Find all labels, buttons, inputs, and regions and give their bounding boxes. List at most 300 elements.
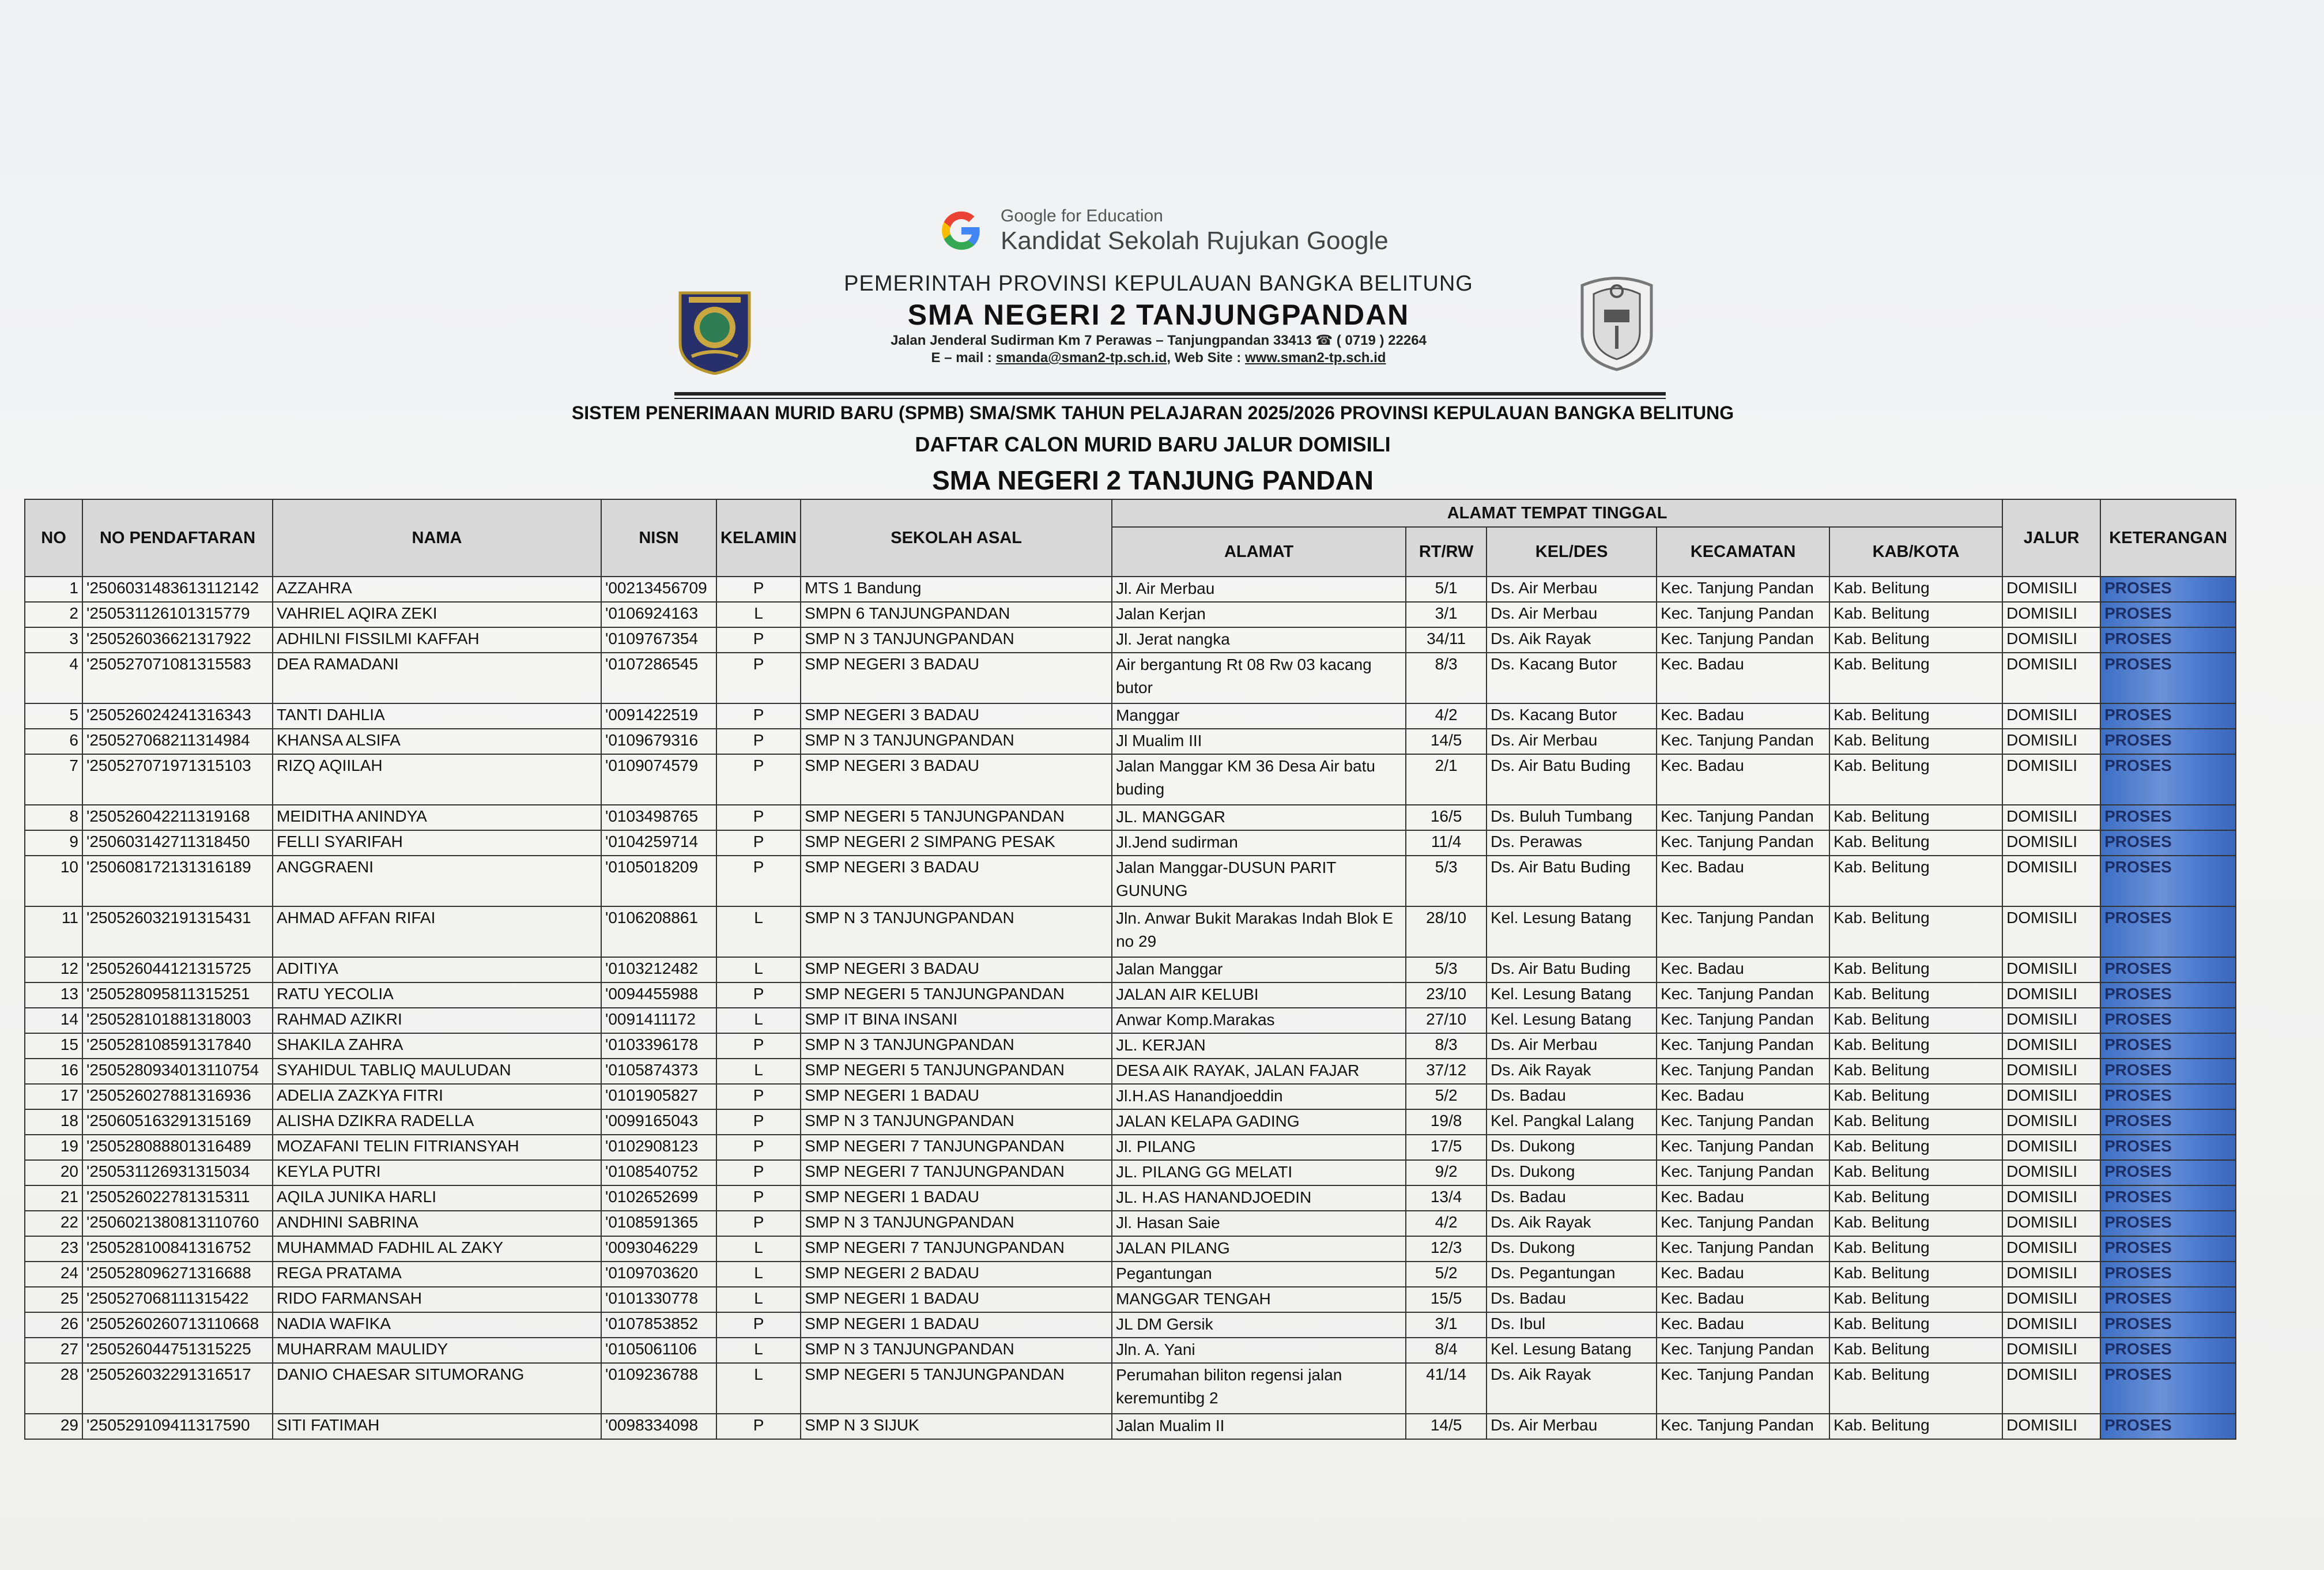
table-row bbox=[25, 653, 2236, 703]
cell-kecamatan: Kec. Badau bbox=[1657, 957, 1829, 982]
cell-rt-rw: 5/3 bbox=[1406, 957, 1487, 982]
cell-keterangan: PROSES bbox=[2100, 1287, 2236, 1312]
cell-kecamatan: Kec. Tanjung Pandan bbox=[1657, 1160, 1829, 1185]
cell-kel-des: Ds. Air Batu Buding bbox=[1487, 957, 1657, 982]
cell-kab-kota: Kab. Belitung bbox=[1829, 1312, 2002, 1338]
cell-kab-kota: Kab. Belitung bbox=[1829, 856, 2002, 906]
cell-keterangan: PROSES bbox=[2100, 1033, 2236, 1059]
cell-kel-des: Kel. Pangkal Lalang bbox=[1487, 1109, 1657, 1135]
google-education-badge bbox=[940, 205, 1389, 257]
cell-alamat: JALAN KELAPA GADING bbox=[1112, 1109, 1406, 1135]
table-row bbox=[25, 1211, 2236, 1236]
cell-keterangan: PROSES bbox=[2100, 805, 2236, 830]
cell-sekolah-asal: SMP N 3 TANJUNGPANDAN bbox=[801, 627, 1112, 653]
cell-rt-rw: 16/5 bbox=[1406, 805, 1487, 830]
header-kecamatan: KECAMATAN bbox=[1657, 527, 1829, 577]
cell-kelamin: P bbox=[716, 805, 801, 830]
website-label: , Web Site : bbox=[1167, 350, 1242, 366]
cell-no-pendaftaran: '250526022781315311 bbox=[82, 1185, 273, 1211]
cell-no-pendaftaran: '250531126101315779 bbox=[82, 602, 273, 627]
cell-nama: ADITIYA bbox=[273, 957, 601, 982]
cell-kecamatan: Kec. Tanjung Pandan bbox=[1657, 1414, 1829, 1439]
cell-kelamin: P bbox=[716, 1033, 801, 1059]
table-row bbox=[25, 1287, 2236, 1312]
cell-rt-rw: 14/5 bbox=[1406, 1414, 1487, 1439]
cell-sekolah-asal: SMP NEGERI 3 BADAU bbox=[801, 653, 1112, 703]
cell-keterangan: PROSES bbox=[2100, 1363, 2236, 1414]
cell-keterangan: PROSES bbox=[2100, 982, 2236, 1008]
cell-kecamatan: Kec. Badau bbox=[1657, 1185, 1829, 1211]
cell-no: 29 bbox=[25, 1414, 82, 1439]
table-row bbox=[25, 729, 2236, 754]
cell-kel-des: Ds. Kacang Butor bbox=[1487, 653, 1657, 703]
table-row bbox=[25, 1312, 2236, 1338]
cell-no-pendaftaran: '250602138081311076​0 bbox=[82, 1211, 273, 1236]
table-row bbox=[25, 1135, 2236, 1160]
cell-kel-des: Ds. Air Merbau bbox=[1487, 577, 1657, 602]
cell-nama: DANIO CHAESAR SITUMORANG bbox=[273, 1363, 601, 1414]
cell-kelamin: L bbox=[716, 1338, 801, 1363]
cell-no-pendaftaran: '250528095811315251 bbox=[82, 982, 273, 1008]
table-row bbox=[25, 602, 2236, 627]
cell-no-pendaftaran: '250603148361311214​2 bbox=[82, 577, 273, 602]
cell-alamat: Jalan Mualim II bbox=[1112, 1414, 1406, 1439]
cell-kab-kota: Kab. Belitung bbox=[1829, 1185, 2002, 1211]
table-row bbox=[25, 1185, 2236, 1211]
cell-kel-des: Ds. Badau bbox=[1487, 1084, 1657, 1109]
cell-nisn: '0091411172 bbox=[601, 1008, 716, 1033]
table-row bbox=[25, 805, 2236, 830]
cell-no-pendaftaran: '250527071081315583 bbox=[82, 653, 273, 703]
cell-alamat: JL. PILANG GG MELATI bbox=[1112, 1160, 1406, 1185]
letterhead-divider bbox=[674, 392, 1666, 399]
cell-no: 15 bbox=[25, 1033, 82, 1059]
email-label: E – mail : bbox=[931, 350, 992, 366]
cell-kecamatan: Kec. Badau bbox=[1657, 1084, 1829, 1109]
cell-kab-kota: Kab. Belitung bbox=[1829, 1059, 2002, 1084]
cell-alamat: Jl. Air Merbau bbox=[1112, 577, 1406, 602]
cell-no: 14 bbox=[25, 1008, 82, 1033]
cell-kecamatan: Kec. Tanjung Pandan bbox=[1657, 1033, 1829, 1059]
cell-nisn: '0104259714 bbox=[601, 830, 716, 856]
cell-kab-kota: Kab. Belitung bbox=[1829, 1135, 2002, 1160]
cell-no: 18 bbox=[25, 1109, 82, 1135]
cell-nama: SHAKILA ZAHRA bbox=[273, 1033, 601, 1059]
cell-no: 3 bbox=[25, 627, 82, 653]
google-candidate-label: Kandidat Sekolah Rujukan Google bbox=[1001, 227, 1389, 255]
table-row bbox=[25, 856, 2236, 906]
cell-rt-rw: 9/2 bbox=[1406, 1160, 1487, 1185]
header-kab-kota: KAB/KOTA bbox=[1829, 527, 2002, 577]
cell-kelamin: L bbox=[716, 1236, 801, 1262]
cell-nisn: '0105061106 bbox=[601, 1338, 716, 1363]
cell-kecamatan: Kec. Tanjung Pandan bbox=[1657, 906, 1829, 957]
cell-kelamin: L bbox=[716, 957, 801, 982]
cell-kel-des: Kel. Lesung Batang bbox=[1487, 1008, 1657, 1033]
cell-kel-des: Ds. Dukong bbox=[1487, 1135, 1657, 1160]
cell-kab-kota: Kab. Belitung bbox=[1829, 1262, 2002, 1287]
table-row bbox=[25, 1033, 2236, 1059]
cell-alamat: Anwar Komp.Marakas bbox=[1112, 1008, 1406, 1033]
cell-nisn: '0107286545 bbox=[601, 653, 716, 703]
header-alamat: ALAMAT bbox=[1112, 527, 1406, 577]
cell-no: 17 bbox=[25, 1084, 82, 1109]
cell-keterangan: PROSES bbox=[2100, 653, 2236, 703]
cell-jalur: DOMISILI bbox=[2002, 1135, 2100, 1160]
cell-kel-des: Ds. Buluh Tumbang bbox=[1487, 805, 1657, 830]
cell-nama: ADELIA ZAZKYA FITRI bbox=[273, 1084, 601, 1109]
cell-alamat: JL. MANGGAR bbox=[1112, 805, 1406, 830]
school-name: SMA NEGERI 2 TANJUNGPANDAN bbox=[907, 299, 1410, 331]
cell-rt-rw: 15/5 bbox=[1406, 1287, 1487, 1312]
cell-nisn: '0102908123 bbox=[601, 1135, 716, 1160]
cell-no-pendaftaran: '250608172131316189 bbox=[82, 856, 273, 906]
cell-nisn: '0103498765 bbox=[601, 805, 716, 830]
table-row bbox=[25, 1363, 2236, 1414]
cell-sekolah-asal: SMP N 3 TANJUNGPANDAN bbox=[801, 1033, 1112, 1059]
cell-no-pendaftaran: '250529109411317590 bbox=[82, 1414, 273, 1439]
cell-kab-kota: Kab. Belitung bbox=[1829, 1160, 2002, 1185]
cell-kab-kota: Kab. Belitung bbox=[1829, 1236, 2002, 1262]
cell-keterangan: PROSES bbox=[2100, 1084, 2236, 1109]
cell-no-pendaftaran: '250528100841316752 bbox=[82, 1236, 273, 1262]
cell-no-pendaftaran: '250528108591317840 bbox=[82, 1033, 273, 1059]
cell-nama: MUHARRAM MAULIDY bbox=[273, 1338, 601, 1363]
cell-no: 9 bbox=[25, 830, 82, 856]
cell-kecamatan: Kec. Badau bbox=[1657, 754, 1829, 805]
cell-rt-rw: 41/14 bbox=[1406, 1363, 1487, 1414]
cell-jalur: DOMISILI bbox=[2002, 805, 2100, 830]
cell-jalur: DOMISILI bbox=[2002, 1363, 2100, 1414]
cell-kelamin: P bbox=[716, 1185, 801, 1211]
header-no: NO bbox=[25, 499, 82, 577]
cell-no-pendaftaran: '250526027881316936 bbox=[82, 1084, 273, 1109]
cell-keterangan: PROSES bbox=[2100, 1312, 2236, 1338]
cell-nisn: '0109767354 bbox=[601, 627, 716, 653]
table-row bbox=[25, 982, 2236, 1008]
cell-jalur: DOMISILI bbox=[2002, 856, 2100, 906]
cell-kelamin: L bbox=[716, 1363, 801, 1414]
cell-keterangan: PROSES bbox=[2100, 1059, 2236, 1084]
cell-alamat: DESA AIK RAYAK, JALAN FAJAR bbox=[1112, 1059, 1406, 1084]
cell-alamat: Air bergantung Rt 08 Rw 03 kacang butor bbox=[1112, 653, 1406, 703]
cell-sekolah-asal: SMP NEGERI 2 SIMPANG PESAK bbox=[801, 830, 1112, 856]
cell-no-pendaftaran: '250526044121315725 bbox=[82, 957, 273, 982]
cell-nama: DEA RAMADANI bbox=[273, 653, 601, 703]
cell-nisn: '0093046229 bbox=[601, 1236, 716, 1262]
cell-nisn: '0103396178 bbox=[601, 1033, 716, 1059]
cell-jalur: DOMISILI bbox=[2002, 602, 2100, 627]
cell-kab-kota: Kab. Belitung bbox=[1829, 1008, 2002, 1033]
cell-sekolah-asal: SMP NEGERI 1 BADAU bbox=[801, 1287, 1112, 1312]
cell-nisn: '0101905827 bbox=[601, 1084, 716, 1109]
cell-kelamin: P bbox=[716, 1414, 801, 1439]
cell-kecamatan: Kec. Tanjung Pandan bbox=[1657, 1363, 1829, 1414]
cell-no: 2 bbox=[25, 602, 82, 627]
cell-alamat: JL. H.AS HANANDJOEDIN bbox=[1112, 1185, 1406, 1211]
cell-kel-des: Ds. Badau bbox=[1487, 1287, 1657, 1312]
cell-keterangan: PROSES bbox=[2100, 602, 2236, 627]
cell-rt-rw: 3/1 bbox=[1406, 602, 1487, 627]
cell-jalur: DOMISILI bbox=[2002, 1211, 2100, 1236]
cell-alamat: JL DM Gersik bbox=[1112, 1312, 1406, 1338]
cell-no: 10 bbox=[25, 856, 82, 906]
cell-no: 4 bbox=[25, 653, 82, 703]
cell-sekolah-asal: SMP NEGERI 2 BADAU bbox=[801, 1262, 1112, 1287]
cell-jalur: DOMISILI bbox=[2002, 1262, 2100, 1287]
cell-jalur: DOMISILI bbox=[2002, 1084, 2100, 1109]
doc-title-school: SMA NEGERI 2 TANJUNG PANDAN bbox=[932, 465, 1374, 495]
cell-nama: MEIDITHA ANINDYA bbox=[273, 805, 601, 830]
cell-nama: REGA PRATAMA bbox=[273, 1262, 601, 1287]
table-row bbox=[25, 906, 2236, 957]
cell-rt-rw: 3/1 bbox=[1406, 1312, 1487, 1338]
cell-no: 5 bbox=[25, 703, 82, 729]
cell-rt-rw: 34/11 bbox=[1406, 627, 1487, 653]
table-row bbox=[25, 1160, 2236, 1185]
cell-sekolah-asal: SMP NEGERI 5 TANJUNGPANDAN bbox=[801, 1363, 1112, 1414]
cell-keterangan: PROSES bbox=[2100, 1185, 2236, 1211]
cell-jalur: DOMISILI bbox=[2002, 830, 2100, 856]
cell-jalur: DOMISILI bbox=[2002, 1185, 2100, 1211]
cell-nama: VAHRIEL AQIRA ZEKI bbox=[273, 602, 601, 627]
cell-kab-kota: Kab. Belitung bbox=[1829, 1211, 2002, 1236]
cell-alamat: Jl.Jend sudirman bbox=[1112, 830, 1406, 856]
cell-kel-des: Ds. Kacang Butor bbox=[1487, 703, 1657, 729]
cell-no-pendaftaran: '250528096271316688 bbox=[82, 1262, 273, 1287]
cell-kecamatan: Kec. Tanjung Pandan bbox=[1657, 982, 1829, 1008]
cell-nama: SITI FATIMAH bbox=[273, 1414, 601, 1439]
cell-keterangan: PROSES bbox=[2100, 627, 2236, 653]
cell-nama: AQILA JUNIKA HARLI bbox=[273, 1185, 601, 1211]
cell-no-pendaftaran: '250528101881318003 bbox=[82, 1008, 273, 1033]
cell-nisn: '0106208861 bbox=[601, 906, 716, 957]
cell-kelamin: P bbox=[716, 1109, 801, 1135]
cell-rt-rw: 5/3 bbox=[1406, 856, 1487, 906]
cell-kel-des: Kel. Lesung Batang bbox=[1487, 906, 1657, 957]
cell-sekolah-asal: SMP N 3 TANJUNGPANDAN bbox=[801, 1211, 1112, 1236]
cell-alamat: Pegantungan bbox=[1112, 1262, 1406, 1287]
cell-no: 8 bbox=[25, 805, 82, 830]
cell-kecamatan: Kec. Badau bbox=[1657, 1287, 1829, 1312]
cell-no-pendaftaran: '250528093401311075​4 bbox=[82, 1059, 273, 1084]
cell-kecamatan: Kec. Badau bbox=[1657, 1312, 1829, 1338]
cell-kel-des: Ds. Air Batu Buding bbox=[1487, 856, 1657, 906]
table-row bbox=[25, 1338, 2236, 1363]
cell-kelamin: L bbox=[716, 1008, 801, 1033]
cell-sekolah-asal: SMP N 3 TANJUNGPANDAN bbox=[801, 1338, 1112, 1363]
cell-kab-kota: Kab. Belitung bbox=[1829, 602, 2002, 627]
cell-kel-des: Ds. Aik Rayak bbox=[1487, 1211, 1657, 1236]
cell-no: 21 bbox=[25, 1185, 82, 1211]
cell-no-pendaftaran: '250526026071311066​8 bbox=[82, 1312, 273, 1338]
cell-kelamin: L bbox=[716, 906, 801, 957]
cell-kab-kota: Kab. Belitung bbox=[1829, 627, 2002, 653]
cell-nama: RATU YECOLIA bbox=[273, 982, 601, 1008]
cell-kel-des: Ds. Aik Rayak bbox=[1487, 1059, 1657, 1084]
cell-nisn: '0098334098 bbox=[601, 1414, 716, 1439]
cell-kecamatan: Kec. Tanjung Pandan bbox=[1657, 577, 1829, 602]
cell-nama: ANDHINI SABRINA bbox=[273, 1211, 601, 1236]
header-kel-des: KEL/DES bbox=[1487, 527, 1657, 577]
website-link[interactable]: www.sman2-tp.sch.id bbox=[1244, 350, 1386, 366]
cell-nisn: '0109236788 bbox=[601, 1363, 716, 1414]
cell-jalur: DOMISILI bbox=[2002, 754, 2100, 805]
cell-kecamatan: Kec. Badau bbox=[1657, 856, 1829, 906]
cell-no: 13 bbox=[25, 982, 82, 1008]
cell-no: 12 bbox=[25, 957, 82, 982]
cell-nisn: '0108540752 bbox=[601, 1160, 716, 1185]
cell-kab-kota: Kab. Belitung bbox=[1829, 982, 2002, 1008]
cell-kel-des: Ds. Aik Rayak bbox=[1487, 1363, 1657, 1414]
cell-nama: MUHAMMAD FADHIL AL ZAKY bbox=[273, 1236, 601, 1262]
cell-no-pendaftaran: '250526032291316517 bbox=[82, 1363, 273, 1414]
cell-jalur: DOMISILI bbox=[2002, 957, 2100, 982]
cell-kab-kota: Kab. Belitung bbox=[1829, 957, 2002, 982]
table-row bbox=[25, 1059, 2236, 1084]
cell-kab-kota: Kab. Belitung bbox=[1829, 1084, 2002, 1109]
cell-sekolah-asal: SMP N 3 TANJUNGPANDAN bbox=[801, 1109, 1112, 1135]
cell-no: 24 bbox=[25, 1262, 82, 1287]
cell-keterangan: PROSES bbox=[2100, 754, 2236, 805]
cell-nisn: '0103212482 bbox=[601, 957, 716, 982]
cell-kelamin: P bbox=[716, 1211, 801, 1236]
cell-nama: TANTI DAHLIA bbox=[273, 703, 601, 729]
cell-kelamin: P bbox=[716, 754, 801, 805]
cell-jalur: DOMISILI bbox=[2002, 1008, 2100, 1033]
cell-jalur: DOMISILI bbox=[2002, 1033, 2100, 1059]
cell-keterangan: PROSES bbox=[2100, 1135, 2236, 1160]
cell-nisn: '0105018209 bbox=[601, 856, 716, 906]
cell-kab-kota: Kab. Belitung bbox=[1829, 653, 2002, 703]
cell-alamat: Jln. Anwar Bukit Marakas Indah Blok E no 29 bbox=[1112, 906, 1406, 957]
cell-rt-rw: 2/1 bbox=[1406, 754, 1487, 805]
cell-kecamatan: Kec. Tanjung Pandan bbox=[1657, 830, 1829, 856]
cell-jalur: DOMISILI bbox=[2002, 729, 2100, 754]
header-keterangan: KETERANGAN bbox=[2100, 499, 2236, 577]
cell-kecamatan: Kec. Tanjung Pandan bbox=[1657, 1059, 1829, 1084]
cell-nama: RIZQ AQIILAH bbox=[273, 754, 601, 805]
cell-no: 11 bbox=[25, 906, 82, 957]
cell-kel-des: Ds. Aik Rayak bbox=[1487, 627, 1657, 653]
cell-kab-kota: Kab. Belitung bbox=[1829, 754, 2002, 805]
cell-nama: AHMAD AFFAN RIFAI bbox=[273, 906, 601, 957]
header-rt-rw: RT/RW bbox=[1406, 527, 1487, 577]
cell-no-pendaftaran: '250603142711318450 bbox=[82, 830, 273, 856]
cell-kecamatan: Kec. Tanjung Pandan bbox=[1657, 729, 1829, 754]
cell-rt-rw: 5/2 bbox=[1406, 1262, 1487, 1287]
cell-no: 7 bbox=[25, 754, 82, 805]
cell-kecamatan: Kec. Tanjung Pandan bbox=[1657, 602, 1829, 627]
cell-kab-kota: Kab. Belitung bbox=[1829, 577, 2002, 602]
cell-kelamin: P bbox=[716, 830, 801, 856]
cell-alamat: Jl Mualim III bbox=[1112, 729, 1406, 754]
table-row bbox=[25, 1414, 2236, 1439]
table-row bbox=[25, 754, 2236, 805]
cell-kelamin: P bbox=[716, 1160, 801, 1185]
cell-kecamatan: Kec. Tanjung Pandan bbox=[1657, 1211, 1829, 1236]
cell-rt-rw: 12/3 bbox=[1406, 1236, 1487, 1262]
cell-sekolah-asal: SMP NEGERI 1 BADAU bbox=[801, 1185, 1112, 1211]
header-sekolah-asal: SEKOLAH ASAL bbox=[801, 499, 1112, 577]
school-contacts bbox=[749, 349, 1568, 367]
cell-kab-kota: Kab. Belitung bbox=[1829, 830, 2002, 856]
cell-kecamatan: Kec. Badau bbox=[1657, 703, 1829, 729]
cell-kecamatan: Kec. Tanjung Pandan bbox=[1657, 1109, 1829, 1135]
cell-kecamatan: Kec. Tanjung Pandan bbox=[1657, 1338, 1829, 1363]
cell-sekolah-asal: SMP NEGERI 1 BADAU bbox=[801, 1312, 1112, 1338]
cell-rt-rw: 19/8 bbox=[1406, 1109, 1487, 1135]
cell-sekolah-asal: SMPN 6 TANJUNGPANDAN bbox=[801, 602, 1112, 627]
cell-no: 22 bbox=[25, 1211, 82, 1236]
letterhead bbox=[749, 270, 1568, 367]
cell-rt-rw: 5/2 bbox=[1406, 1084, 1487, 1109]
cell-keterangan: PROSES bbox=[2100, 1008, 2236, 1033]
cell-kab-kota: Kab. Belitung bbox=[1829, 1338, 2002, 1363]
cell-jalur: DOMISILI bbox=[2002, 1312, 2100, 1338]
candidate-table bbox=[24, 499, 2236, 1440]
cell-jalur: DOMISILI bbox=[2002, 1338, 2100, 1363]
cell-rt-rw: 23/10 bbox=[1406, 982, 1487, 1008]
cell-keterangan: PROSES bbox=[2100, 830, 2236, 856]
cell-alamat: Jalan Kerjan bbox=[1112, 602, 1406, 627]
cell-no-pendaftaran: '250526036621317922 bbox=[82, 627, 273, 653]
cell-rt-rw: 37/12 bbox=[1406, 1059, 1487, 1084]
cell-nisn: '0108591365 bbox=[601, 1211, 716, 1236]
cell-no: 20 bbox=[25, 1160, 82, 1185]
cell-nama: SYAHIDUL TABLIQ MAULUDAN bbox=[273, 1059, 601, 1084]
cell-keterangan: PROSES bbox=[2100, 856, 2236, 906]
header-jalur: JALUR bbox=[2002, 499, 2100, 577]
cell-no-pendaftaran: '250528088801316489 bbox=[82, 1135, 273, 1160]
cell-kel-des: Ds. Dukong bbox=[1487, 1160, 1657, 1185]
cell-sekolah-asal: SMP NEGERI 7 TANJUNGPANDAN bbox=[801, 1236, 1112, 1262]
cell-keterangan: PROSES bbox=[2100, 957, 2236, 982]
cell-nama: MOZAFANI TELIN FITRIANSYAH bbox=[273, 1135, 601, 1160]
table-row bbox=[25, 703, 2236, 729]
cell-nisn: '0101330778 bbox=[601, 1287, 716, 1312]
cell-nama: ANGGRAENI bbox=[273, 856, 601, 906]
google-program-label: Google for Education bbox=[1001, 206, 1163, 225]
cell-alamat: Jln. A. Yani bbox=[1112, 1338, 1406, 1363]
table-row bbox=[25, 1084, 2236, 1109]
cell-kel-des: Ds. Perawas bbox=[1487, 830, 1657, 856]
cell-no-pendaftaran: '250605163291315169 bbox=[82, 1109, 273, 1135]
cell-no: 28 bbox=[25, 1363, 82, 1414]
cell-kelamin: P bbox=[716, 627, 801, 653]
cell-alamat: Jalan Manggar bbox=[1112, 957, 1406, 982]
table-row bbox=[25, 957, 2236, 982]
cell-keterangan: PROSES bbox=[2100, 1160, 2236, 1185]
cell-no-pendaftaran: '250531126931315034 bbox=[82, 1160, 273, 1185]
cell-nisn: '0099165043 bbox=[601, 1109, 716, 1135]
cell-kelamin: P bbox=[716, 703, 801, 729]
government-name: PEMERINTAH PROVINSI KEPULAUAN BANGKA BELITUNG bbox=[844, 272, 1473, 296]
candidate-table-body bbox=[25, 577, 2236, 1439]
cell-nisn: '0102652699 bbox=[601, 1185, 716, 1211]
table-row bbox=[25, 1236, 2236, 1262]
cell-jalur: DOMISILI bbox=[2002, 703, 2100, 729]
cell-kelamin: P bbox=[716, 653, 801, 703]
cell-jalur: DOMISILI bbox=[2002, 1109, 2100, 1135]
email-link[interactable]: smanda@sman2-tp.sch.id bbox=[995, 350, 1167, 366]
cell-jalur: DOMISILI bbox=[2002, 1414, 2100, 1439]
cell-no-pendaftaran: '250526032191315431 bbox=[82, 906, 273, 957]
cell-nama: AZZAHRA bbox=[273, 577, 601, 602]
cell-alamat: JL. KERJAN bbox=[1112, 1033, 1406, 1059]
cell-kelamin: L bbox=[716, 602, 801, 627]
table-row bbox=[25, 1109, 2236, 1135]
